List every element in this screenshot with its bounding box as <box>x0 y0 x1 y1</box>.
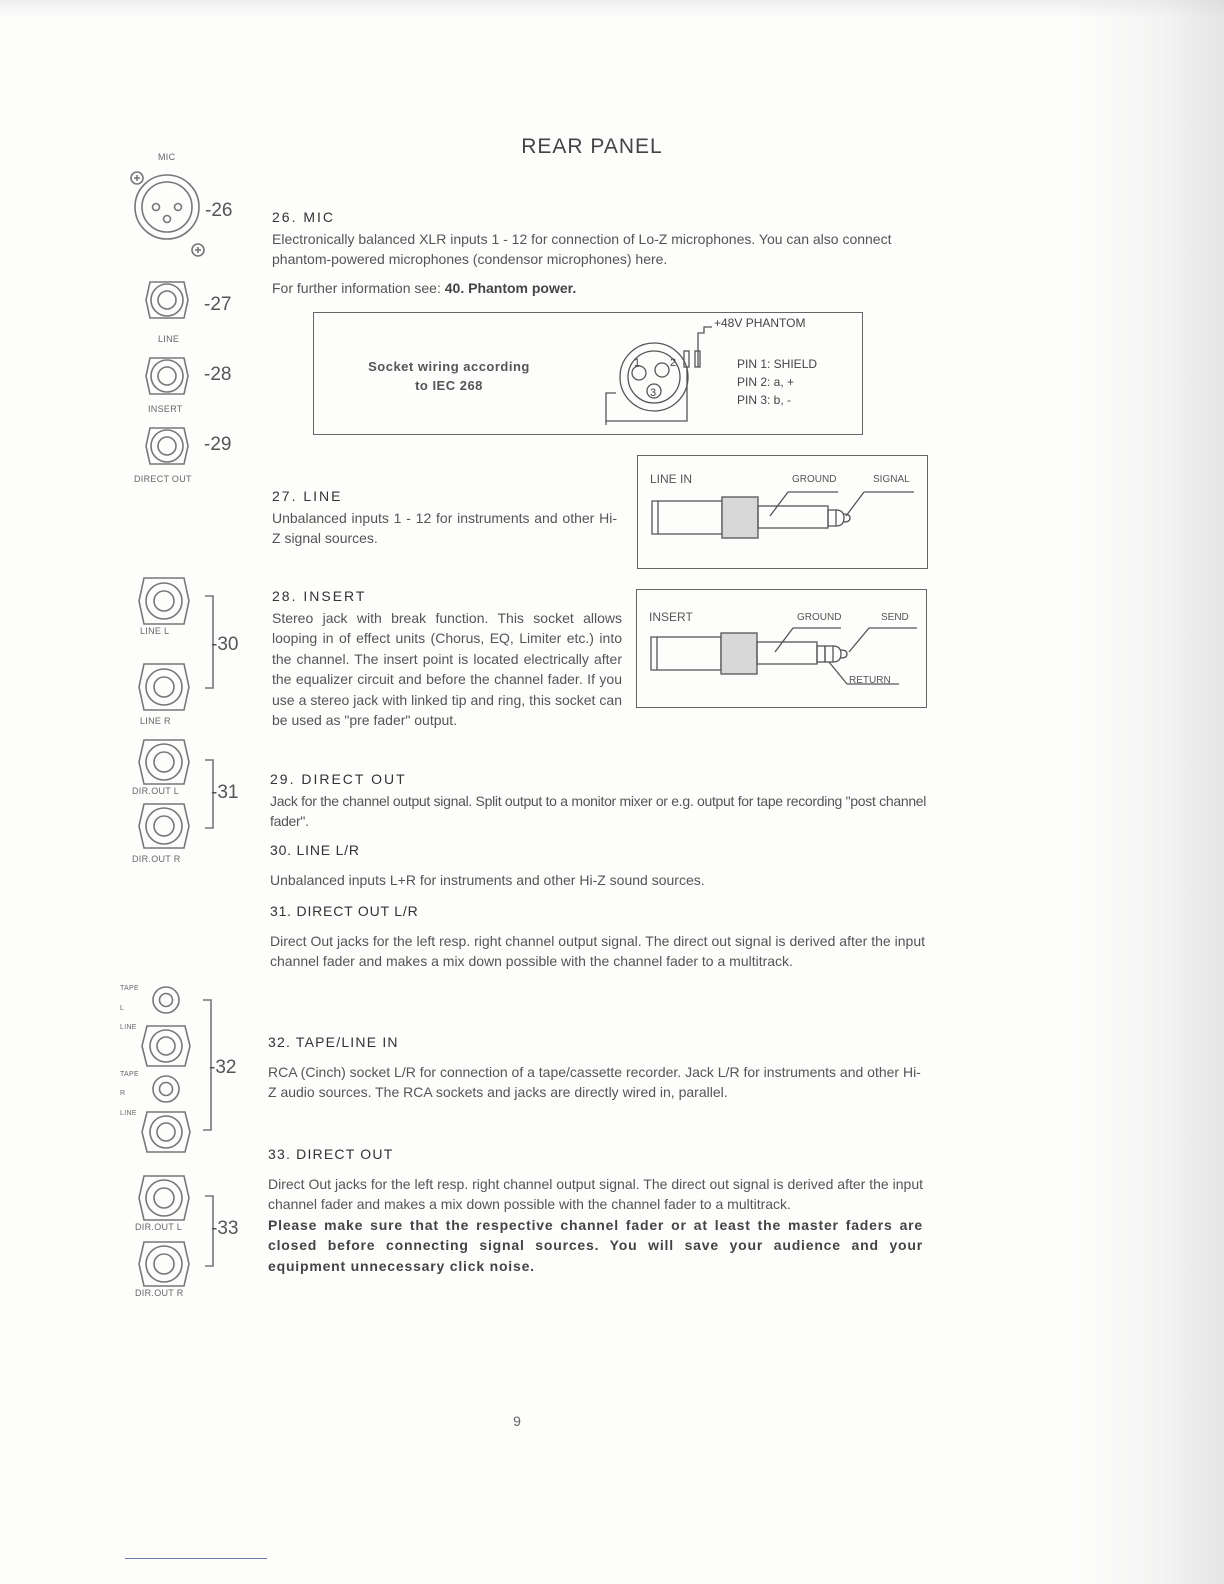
callout-27: -27 <box>204 294 232 315</box>
line-r-label: LINE R <box>140 716 171 726</box>
callout-30: -30 <box>211 634 239 655</box>
section-26-body: Electronically balanced XLR inputs 1 - 12 for connection of Lo-Z microphones. You can also connect phantom-powered microphones (condensor microphones) here. <box>272 230 892 267</box>
rca-tape-r-icon <box>153 1076 179 1102</box>
line-in-jack-box <box>637 455 928 569</box>
section-29-body: Jack for the channel output signal. Split output to a monitor mixer or e.g. output for tape recording "post channel fader". <box>270 792 927 829</box>
jack-dirout2-r-icon <box>139 1242 189 1286</box>
section-28-insert <box>272 586 622 731</box>
section-33-title: 33. DIRECT OUT <box>268 1146 394 1162</box>
section-27-line <box>272 486 617 549</box>
pin-list <box>737 355 817 409</box>
section-30-title: 30. LINE L/R <box>270 842 360 858</box>
section-32-title: 32. TAPE/LINE IN <box>268 1034 399 1050</box>
section-26-further-text: For further information see: <box>272 279 441 296</box>
callout-31: -31 <box>211 782 239 803</box>
pin-2-label: PIN 2: a, + <box>737 375 795 389</box>
section-29-direct-out <box>270 769 930 832</box>
tape-r-letter-label: R <box>120 1090 126 1097</box>
mono-jack-plug-diagram <box>638 456 927 568</box>
phantom-label: +48V PHANTOM <box>714 316 806 330</box>
pin-1-label: PIN 1: SHIELD <box>737 357 818 371</box>
jack-direct-out-icon <box>146 428 188 464</box>
insert-ground-label: GROUND <box>797 612 842 623</box>
section-28-body: Stereo jack with break function. This socket allows looping in of effect units (Chorus, EQ, Limiter etc.) into the channel. The insert point is located electrically after the equalizer circuit and before the channel fader. If you use a stereo jack with linked tip and ring, this socket can be used as "pre fader" output. <box>272 609 622 728</box>
section-26-further-ref: 40. Phantom power. <box>444 279 577 296</box>
xlr-caption <box>314 357 584 395</box>
section-30-line-lr <box>270 840 930 890</box>
section-31-title: 31. DIRECT OUT L/R <box>270 903 419 919</box>
dirout2-r-label: DIR.OUT R <box>135 1288 184 1298</box>
xlr-wiring-box <box>313 312 863 435</box>
line-l-label: LINE L <box>140 626 170 636</box>
insert-return-label: RETURN <box>849 675 891 686</box>
stereo-jack-plug-diagram <box>637 590 926 707</box>
line-in-ground-label: GROUND <box>792 474 837 485</box>
page-number: 9 <box>513 1413 521 1429</box>
section-31-direct-out-lr <box>270 901 925 972</box>
xlr-wiring-diagram <box>594 313 744 434</box>
jack-line-l-small-icon <box>142 1026 190 1066</box>
xlr-pin-digit-3: 3 <box>650 387 657 399</box>
rca-tape-l-icon <box>153 987 179 1013</box>
section-26-mic <box>272 207 932 298</box>
jack-line-l-icon <box>139 578 189 624</box>
section-26-title: 26. MIC <box>272 209 336 225</box>
dirout-l-label: DIR.OUT L <box>132 786 180 796</box>
scan-top-shade <box>0 0 1224 18</box>
callout-29: -29 <box>204 434 232 455</box>
line-in-label: LINE IN <box>650 472 693 486</box>
section-30-body: Unbalanced inputs L+R for instruments and other Hi-Z sound sources. <box>270 871 705 888</box>
jack-insert-icon <box>146 358 188 394</box>
xlr-caption-line2: to IEC 268 <box>415 378 483 393</box>
section-29-title: 29. DIRECT OUT <box>270 771 407 787</box>
line-r-small-label: LINE <box>120 1110 137 1117</box>
jack-dirout-r-icon <box>139 804 189 848</box>
xlr-caption-line1: Socket wiring according <box>368 359 530 374</box>
jack-line-r-icon <box>139 664 189 710</box>
section-32-body: RCA (Cinch) socket L/R for connection of a tape/cassette recorder. Jack L/R for instruments and other Hi-Z audio sources. The RCA sockets and jacks are directly wired in, parallel. <box>268 1063 921 1100</box>
xlr-socket-icon <box>131 172 204 256</box>
page-title: REAR PANEL <box>521 135 663 158</box>
jack-dirout-l-icon <box>139 740 189 784</box>
xlr-pin-digit-2: 2 <box>670 357 677 369</box>
tape-l-tape-label: TAPE <box>120 985 139 992</box>
section-27-title: 27. LINE <box>272 488 343 504</box>
tape-l-letter-label: L <box>120 1005 125 1012</box>
tape-r-tape-label: TAPE <box>120 1071 139 1078</box>
section-31-body: Direct Out jacks for the left resp. right channel output signal. The direct out signal is derived after the input channel fader and makes a mix down possible with the channel fader to a multitrack. <box>270 932 925 969</box>
mic-label: MIC <box>158 152 176 162</box>
section-33-note: Please make sure that the respective channel fader or at least the master faders are closed before connecting signal sources. You will save your audience and your equipment unnecessary click noise. <box>268 1216 923 1274</box>
line-label: LINE <box>158 334 180 344</box>
callout-26: -26 <box>205 200 233 221</box>
line-l-small-label: LINE <box>120 1024 137 1031</box>
insert-label: INSERT <box>148 404 183 414</box>
jack-line-icon <box>146 282 188 318</box>
xlr-pin-digit-1: 1 <box>634 357 641 369</box>
scan-edge-shade <box>1074 0 1224 1584</box>
pin-3-label: PIN 3: b, - <box>737 393 792 407</box>
section-32-tape-line-in <box>268 1032 923 1103</box>
section-33-direct-out <box>268 1144 923 1276</box>
jack-dirout2-l-icon <box>139 1176 189 1220</box>
section-26-further <box>272 278 932 299</box>
section-28-title: 28. INSERT <box>272 588 367 604</box>
callout-33: -33 <box>211 1218 239 1239</box>
footer-rule <box>125 1558 267 1559</box>
insert-box-label: INSERT <box>649 610 693 624</box>
insert-jack-box <box>636 589 927 708</box>
direct-out-label: DIRECT OUT <box>134 474 192 484</box>
dirout2-l-label: DIR.OUT L <box>135 1222 183 1232</box>
insert-send-label: SEND <box>881 612 909 623</box>
callout-28: -28 <box>204 364 232 385</box>
section-27-body: Unbalanced inputs 1 - 12 for instruments and other Hi-Z signal sources. <box>272 509 617 546</box>
dirout-r-label: DIR.OUT R <box>132 854 181 864</box>
jack-line-r-small-icon <box>142 1112 190 1152</box>
line-in-signal-label: SIGNAL <box>873 474 910 485</box>
section-33-body: Direct Out jacks for the left resp. right channel output signal. The direct out signal is derived after the input channel fader and makes a mix down possible with the channel fader to a multitrack. <box>268 1175 923 1212</box>
rear-panel-connectors <box>110 160 260 1350</box>
callout-32: -32 <box>209 1057 237 1078</box>
